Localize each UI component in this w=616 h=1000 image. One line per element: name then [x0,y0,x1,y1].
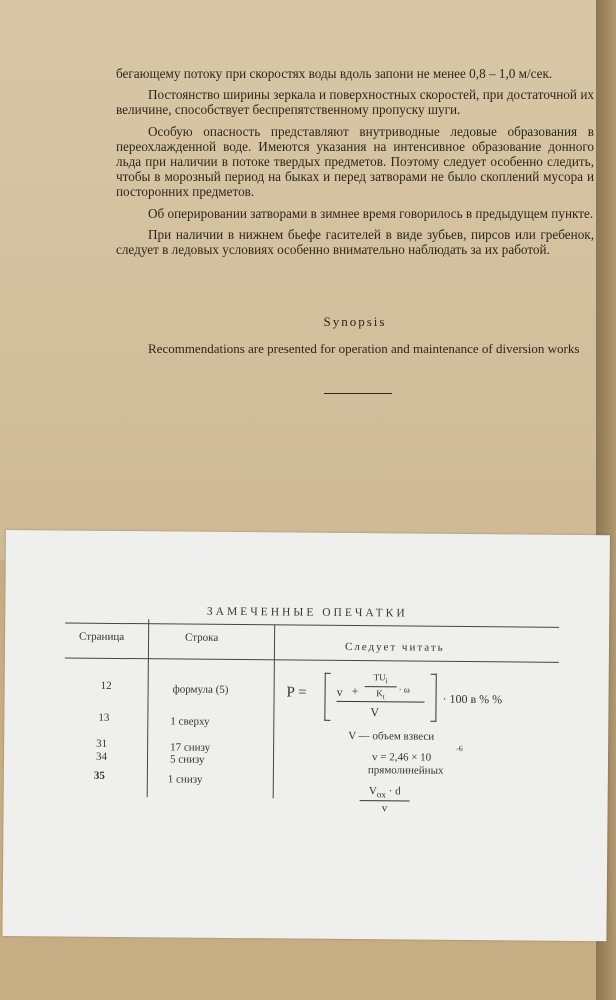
note-volume: V — объем взвеси [348,729,435,743]
row-page-3: 31 [96,737,108,750]
formula-plus: + [351,684,359,699]
vox-fraction [360,785,410,815]
row-line-1: формула (5) [172,683,229,696]
synopsis-paragraph: Recommendations are presented for operation and maintenance of diversion works [148,341,580,356]
vox-numerator: $V_{ox} \cdot d$ [368,785,401,800]
body-text [116,66,594,263]
errata-title: ЗАМЕЧЕННЫЕ ОПЕЧАТКИ [206,605,408,620]
vox-fraction-bar [360,800,410,801]
kt-term: $K_t$ [376,688,385,701]
column-header-page: Страница [79,630,125,644]
paragraph-4: Об оперировании затворами в зимнее время говорилось в предыдущем пункте. [148,205,594,221]
column-divider-1 [147,619,150,797]
main-fraction-bar [337,701,425,703]
row-page-2: 13 [98,711,110,724]
table-header-rule [65,658,559,663]
right-bracket [430,674,436,722]
table-top-rule [65,623,559,628]
synopsis-title: Synopsis [323,314,387,329]
row-page-1: 12 [100,679,112,692]
formula-v: v [336,684,343,699]
note-exponent: -6 [456,743,463,753]
row-line-5: 1 снизу [167,773,203,786]
formula-denominator: V [370,705,380,720]
paragraph-2: Постоянство ширины зеркала и поверхностных скоростей, при достаточной их величине, способствует беспрепятственному пропуску шуги. [116,87,594,118]
formula-rest: · 100 в % % [442,691,503,707]
column-header-line: Строка [185,631,219,644]
row-page-5: 35 [93,769,105,782]
row-line-4: 5 снизу [169,753,205,766]
paragraph-5: При наличии в нижнем бьефе гасителей в виде зубьев, пирсов или гребенок, следует в ледовых условиях особенно внимательно наблюдать за их работой. [116,226,594,258]
formula-omega: · ω [398,684,410,695]
errata-sheet [2,530,610,941]
note-viscosity: v = 2,46 × 10 [371,751,432,764]
vox-denominator: v [381,802,388,815]
column-divider-2 [273,624,276,798]
column-header-correction: Следует читать [344,640,445,654]
tu-over-kt [365,672,397,701]
formula-lhs: P = [286,684,307,701]
row-page-4: 34 [95,750,108,763]
section-divider [324,393,392,394]
paragraph-1: бегающему потоку при скоростях воды вдоль запони не менее 0,8 – 1,0 м/сек. [116,66,553,81]
paragraph-3: Особую опасность представляют внутриводные ледовые образования в переохлажденной воде. Имеются указания на интенсивное образование донного льда при наличии в потоке твердых предметов. Поэтому следует особенно следить, чтобы в морозный период на быках и перед затворами не было скоплений мусора и посторонних предметов. [116,123,594,200]
tu-term: $TU_i$ [373,672,388,686]
left-bracket [324,673,330,721]
corrected-formula [282,670,532,726]
inner-fraction-bar [365,686,397,687]
row-line-2: 1 сверху [170,715,210,728]
row-line-3: 17 снизу [170,741,211,754]
note-rectilinear: прямолинейных [367,764,444,777]
synopsis-text [116,341,596,356]
